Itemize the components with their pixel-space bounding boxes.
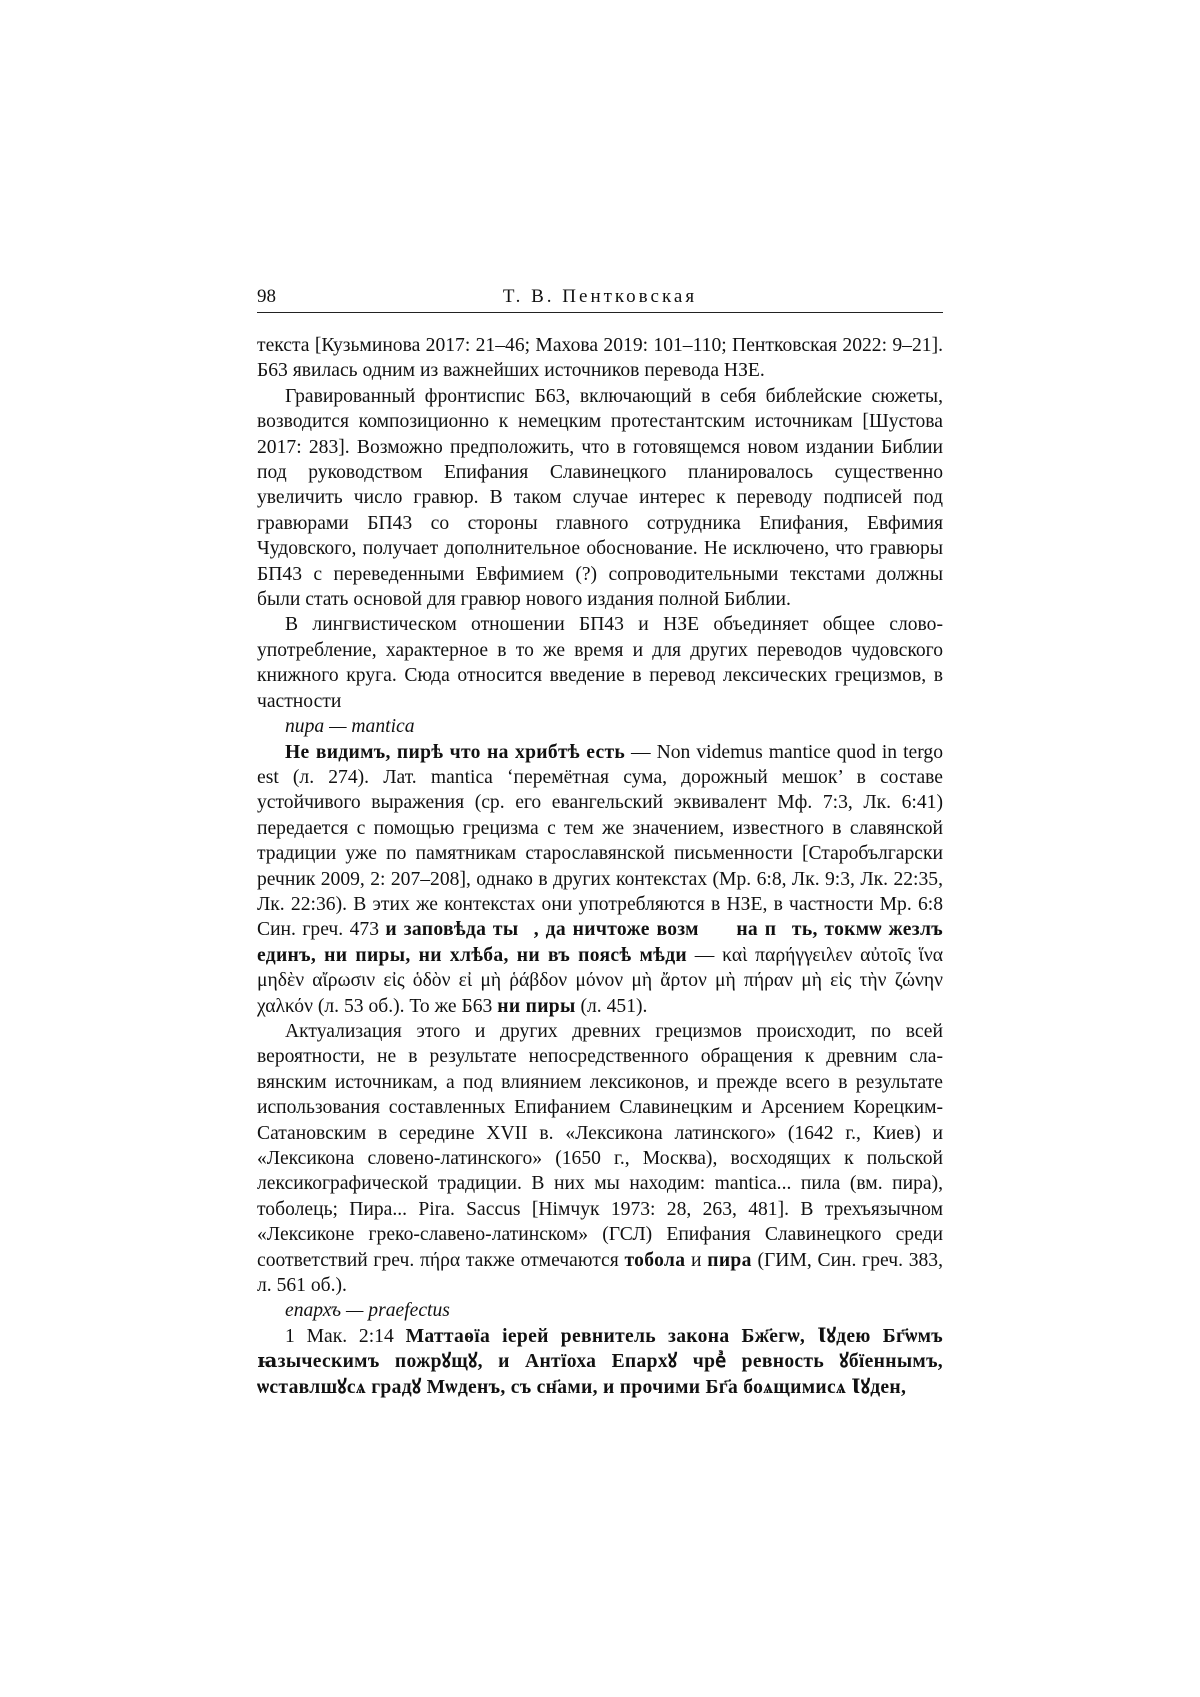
- text-run: текста [Кузьминова 2017: 21–46; Махова 2019: 101–110; Пентковская 2022: 9–21]. Б63 явилась одним из важнейших источников перевода НЗЕ.: [257, 335, 943, 382]
- page-number: 98: [257, 286, 276, 307]
- paragraph: [257, 740, 943, 1019]
- book-page: [257, 286, 943, 1400]
- paragraph: [257, 612, 943, 714]
- text-run: — καὶ παρήγγειλεν αὐτοῖς ἵνα μηδὲν αἴρωσιν εἰς ὁδὸν εἰ μὴ ῥάβδον μόνον μὴ ἄρτον μὴ πήραν μὴ εἰς τὴν ζώνην χαλκόν (л. 53 об.). То же Б63: [257, 944, 944, 1017]
- running-head: [257, 286, 943, 313]
- church-slavonic-quote: ни пиры: [497, 995, 576, 1017]
- text-run: Актуализация этого и других древних грецизмов происходит, по всей вероятности, не в результате непосредственного обращения к древним славянским источникам, а под влиянием лексиконов, и прежде всего в результате использования составленных Епифанием Славинецким и Арсением Корецким-Сатановским в середине XVII в. «Лексикона латинского» (1642 г., Киев) и «Лексикона словено-латинского» (1650 г., Москва), восходящих к польской лексикографической традиции. В них мы находим: mantica... пила (вм. пира), тоболець; Пира... Pira. Saccus [Німчук 1973: 28, 263, 481]. В трехъязычном «Лексиконе греко-славено-латинском» (ГСЛ) Епифания Славинецкого среди соответствий греч. πήρα также отмечаются: [257, 1020, 943, 1271]
- text-run: — Non videmus mantice quod in tergo est (л. 274). Лат. mantica ‘перемётная сума, дорожный мешок’ в составе устойчивого выражения (ср. его евангельский эквивалент Мф. 7:3, Лк. 6:41) передается с помощью грецизма с тем же значением, известного в славянской традиции уже по памятникам старославянской письменности [Старобългарски речник 2009, 2: 207–208], однако в других контекстах (Мр. 6:8, Лк. 9:3, Лк. 22:35, Лк. 22:36). В этих же контекстах они употребляются в НЗЕ, в частности Мр. 6:8 Син. греч. 473: [257, 741, 943, 941]
- paragraph: [257, 1324, 943, 1400]
- lemma-heading: [257, 1298, 943, 1323]
- text-run: В лингвистическом отношении БП43 и НЗЕ объединяет общее словоупотребление, характерное в то же время и для других переводов чудовского книжного круга. Сюда относится введение в перевод лексических грецизмов, в частности: [257, 614, 943, 712]
- lemma-heading: [257, 714, 943, 739]
- paragraph: [257, 1019, 943, 1298]
- church-slavonic-quote: Не видимъ, пирѣ что на хрибтѣ есть: [285, 741, 626, 763]
- church-slavonic-quote: пира: [707, 1249, 752, 1271]
- text-run: Гравированный фронтиспис Б63, включающий в себя библейские сюжеты, возводится композиционно к немецким протестантским источникам [Шустова 2017: 283]. Возможно предположить, что в готовящемся новом издании Библии под руководством Епифания Славинецкого планировалось существенно увеличить число гравюр. В таком случае интерес к переводу подписей под гравюрами БП43 со стороны главного сотрудника Епифания, Евфимия Чудовского, получает дополнительное обоснование. Не исключено, что гравюры БП43 с переведенными Евфимием (?) сопроводительными текстами должны были стать основой для гравюр нового издания полной Библии.: [257, 385, 943, 611]
- text-run: и: [685, 1249, 708, 1271]
- church-slavonic-quote: тобола: [624, 1249, 686, 1271]
- body-text: [257, 333, 943, 1400]
- paragraph: [257, 384, 943, 613]
- church-slavonic-quote: и заповѣда тыⷨ, да ничтоже возмꙋⷮ на пꙋть, токмѡ жезлъ единъ, ни пиры, ни хлѣба, ни въ поясѣ мѣди: [257, 919, 943, 966]
- text-run: (л. 451).: [575, 995, 648, 1017]
- text-run: 1 Мак. 2:14: [285, 1325, 406, 1347]
- text-run: (ГИМ, Син. греч. 383, л. 561 об.).: [257, 1249, 943, 1297]
- paragraph: [257, 333, 943, 384]
- text-run: епархъ — praefectus: [285, 1300, 450, 1322]
- text-run: пира — mantica: [285, 716, 415, 738]
- church-slavonic-quote: Маттаѳїа iерей ревнитель закона Бж҃егѡ, Ꙇꙋдею Бг҃ѡмъ ꙗзыческимъ пожрꙋщꙋ, и Антїоха Епархꙋ чреⷥ ревность ꙋбїеннымъ, ѡставлшꙋсѧ градꙋ Мѡденъ, съ сн҃ами, и прочими Бг҃а боѧщимисѧ Ꙇꙋден,: [257, 1325, 943, 1398]
- running-author: Т. В. Пентковская: [502, 286, 698, 307]
